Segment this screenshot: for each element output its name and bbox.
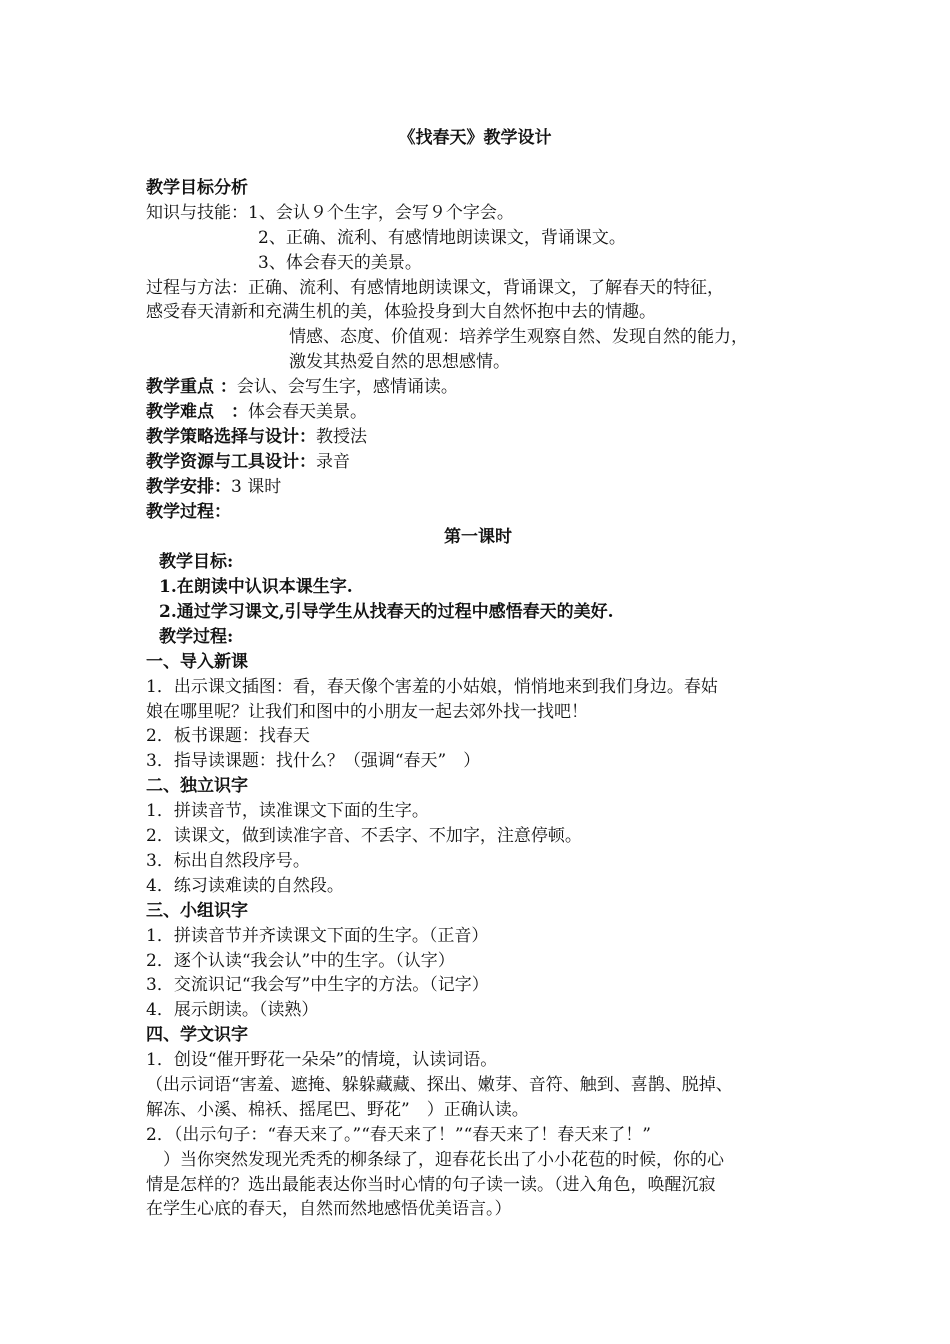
lesson1-objectives-label: 教学目标:: [159, 552, 234, 572]
section-4-line: 解冻、小溪、棉袄、摇尾巴、野花” ）正确认读。: [146, 1100, 529, 1120]
section-1-line: 2．板书课题：找春天: [146, 726, 310, 746]
section-2-line: 2．读课文，做到读准字音、不丢字、不加字，注意停顿。: [146, 826, 582, 846]
strategy-line: [146, 425, 367, 450]
emotion-line-2: 激发其热爱自然的思想感情。: [289, 352, 510, 372]
section-2-heading: 二、独立识字: [146, 776, 248, 796]
knowledge-item-3: 3、体会春天的美景。: [258, 253, 422, 273]
resources-label: 教学资源与工具设计：: [146, 452, 316, 472]
key-point-value: 会认、会写生字，感情诵读。: [236, 377, 458, 397]
knowledge-skills-label: 知识与技能：: [146, 203, 248, 223]
section-4-line: 2．（出示句子：“春天来了。”“春天来了！”“春天来了！春天来了！”: [146, 1125, 651, 1145]
goal-analysis-heading: 教学目标分析: [146, 178, 248, 198]
section-1-line: 娘在哪里呢？让我们和图中的小朋友一起去郊外找一找吧！: [146, 702, 588, 722]
section-2-line: 4．练习读难读的自然段。: [146, 876, 344, 896]
resources-line: [146, 450, 350, 475]
section-4-line: 在学生心底的春天，自然而然地感悟优美语言。）: [146, 1199, 512, 1219]
strategy-label: 教学策略选择与设计：: [146, 427, 316, 447]
section-3-line: 1．拼读音节并齐读课文下面的生字。（正音）: [146, 926, 489, 946]
schedule-line: [146, 475, 281, 500]
document-title: 《找春天》教学设计: [398, 128, 552, 148]
section-2-line: 3．标出自然段序号。: [146, 851, 310, 871]
section-4-line: 情是怎样的？选出最能表达你当时心情的句子读一读。（进入角色，唤醒沉寂: [146, 1175, 716, 1195]
key-point-line: [146, 375, 458, 400]
section-4-line: 1．创设“催开野花一朵朵”的情境，认读词语。: [146, 1050, 498, 1070]
section-4-line: ）当你突然发现光秃秃的柳条绿了，迎春花长出了小小花苞的时候，你的心: [146, 1150, 724, 1170]
resources-value: 录音: [316, 452, 350, 472]
section-3-line: 2．逐个认读“我会认”中的生字。（认字）: [146, 951, 455, 971]
process-method-line-1: 过程与方法：正确、流利、有感情地朗读课文，背诵课文，了解春天的特征，: [146, 278, 724, 298]
lesson1-heading: 第一课时: [444, 527, 512, 547]
lesson1-objective-1: 1.在朗读中认识本课生字.: [159, 577, 353, 597]
process-method-line-2: 感受春天清新和充满生机的美，体验投身到大自然怀抱中去的情趣。: [146, 302, 656, 322]
knowledge-item-2: 2、正确、流利、有感情地朗读课文，背诵课文。: [258, 228, 626, 248]
section-2-line: 1．拼读音节，读准课文下面的生字。: [146, 801, 429, 821]
difficulty-value: 体会春天美景。: [248, 402, 367, 422]
section-4-heading: 四、学文识字: [146, 1025, 248, 1045]
knowledge-item-1: 1、会认９个生字，会写９个字会。: [248, 203, 514, 223]
section-4-line: （出示词语“害羞、遮掩、躲躲藏藏、探出、嫩芽、音符、触到、喜鹊、脱掉、: [146, 1075, 733, 1095]
section-3-line: 4．展示朗读。（读熟）: [146, 1000, 319, 1020]
key-point-label: 教学重点 ：: [146, 377, 237, 397]
lesson1-objective-2: 2.通过学习课文,引导学生从找春天的过程中感悟春天的美好.: [159, 602, 614, 622]
strategy-value: 教授法: [316, 427, 367, 447]
schedule-value: 3 课时: [231, 477, 282, 497]
section-1-line: 3．指导读课题：找什么？（强调“春天” ）: [146, 751, 481, 771]
process-label: 教学过程：: [146, 502, 231, 522]
section-1-line: 1．出示课文插图：看，春天像个害羞的小姑娘，悄悄地来到我们身边。春姑: [146, 677, 718, 697]
emotion-line-1: 情感、态度、价值观：培养学生观察自然、发现自然的能力，: [289, 327, 748, 347]
section-1-heading: 一、导入新课: [146, 652, 248, 672]
section-3-heading: 三、小组识字: [146, 901, 248, 921]
difficulty-label: 教学难点 ：: [146, 402, 248, 422]
difficulty-line: [146, 400, 367, 425]
schedule-label: 教学安排：: [146, 477, 231, 497]
section-3-line: 3．交流识记“我会写”中生字的方法。（记字）: [146, 975, 489, 995]
knowledge-skills-line: [146, 201, 514, 226]
lesson1-process-label: 教学过程:: [159, 627, 234, 647]
